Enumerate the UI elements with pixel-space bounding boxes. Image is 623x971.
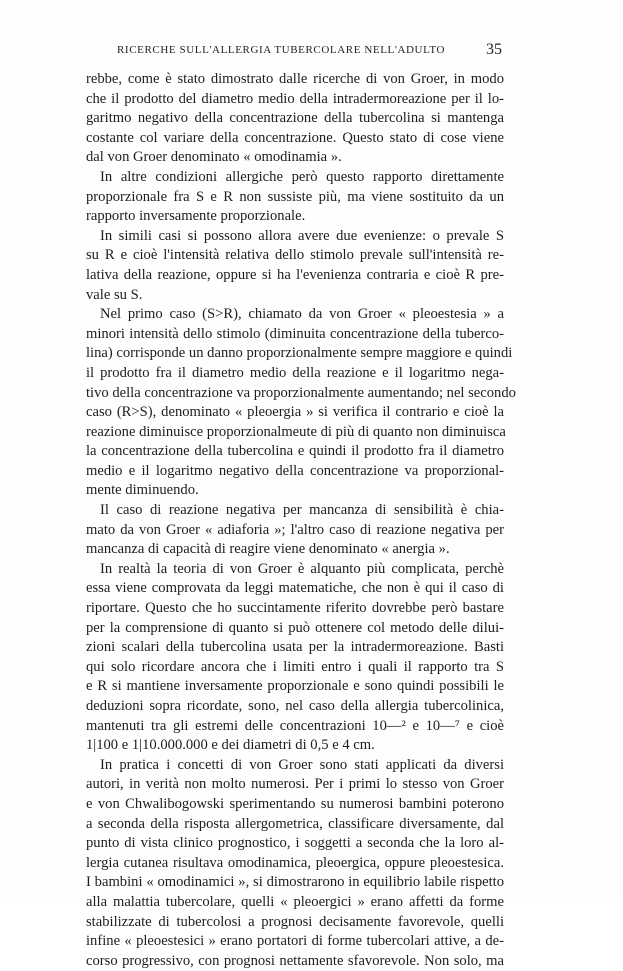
text-line: lina) corrisponde un danno proporzionalmente sempre maggiore e quindi — [86, 345, 513, 362]
text-line: e von Chwalibogowski sperimentando su numerosi bambini poterono — [86, 795, 504, 812]
text-line: essa viene comprovata da leggi matematiche, che non è qui il caso di — [86, 580, 504, 597]
text-line: corso progressivo, con prognosi nettamente sfavorevole. Non solo, ma — [86, 952, 504, 969]
text-line: riportare. Questo che ho succintamente riferito dovrebbe però bastare — [86, 600, 504, 617]
page-number: 35 — [486, 41, 502, 58]
text-line: garitmo negativo della concentrazione della tubercolina si mantenga — [86, 110, 504, 127]
text-line: qui solo ricordare ancora che i limiti entro i quali il rapporto tra S — [86, 658, 504, 675]
text-line: medio e il logaritmo negativo della concentrazione va proporzional- — [86, 462, 504, 479]
text-line: lergia cutanea risultava omodinamica, pleoergica, oppure pleoestesica. — [86, 854, 504, 871]
text-line: autori, in verità non molto numerosi. Per i primi lo stesso von Groer — [86, 776, 504, 793]
text-line: zioni scalari della tubercolina usata per la intradermoreazione. Basti — [86, 639, 504, 656]
text-line: mantenuti tra gli estremi delle concentrazioni 10—² e 10—⁷ e cioè — [86, 717, 504, 734]
text-line: per la comprensione di quanto si può ottenere col metodo delle dilui- — [86, 619, 504, 636]
text-line: mato da von Groer « adiaforia »; l'altro caso di reazione negativa per — [86, 521, 504, 538]
text-line: mente diminuendo. — [86, 482, 199, 499]
text-line: In simili casi si possono allora avere due evenienze: o prevale S — [100, 227, 504, 244]
text-line: rapporto inversamente proporzionale. — [86, 208, 306, 225]
text-line: caso (R>S), denominato « pleoergia » si verifica il contrario e cioè la — [86, 404, 504, 421]
text-line: che il prodotto del diametro medio della intradermoreazione per il lo- — [86, 90, 504, 107]
text-line: punto di vista clinico prognostico, i soggetti a seconda che la loro al- — [86, 835, 504, 852]
text-line: infine « pleoestesici » erano portatori di forme tubercolari attive, a de- — [86, 933, 504, 950]
body-text — [86, 70, 516, 971]
text-line: la concentrazione della tubercolina e quindi il prodotto fra il diametro — [86, 443, 504, 460]
text-line: 1|100 e 1|10.000.000 e dei diametri di 0,5 e 4 cm. — [86, 737, 375, 754]
text-line: rebbe, come è stato dimostrato dalle ricerche di von Groer, in modo — [86, 71, 504, 87]
text-line: e R si mantiene inversamente proporzionale e sono quindi possibili le — [86, 678, 504, 695]
text-line: lativa della reazione, oppure si ha l'evenienza contraria e cioè R pre- — [86, 266, 504, 283]
text-line: tivo della concentrazione va proporzionalmente aumentando; nel secondo — [86, 384, 516, 401]
text-line: minori intensità dello stimolo (diminuita concentrazione della tuberco- — [86, 325, 504, 342]
text-line: Il caso di reazione negativa per mancanza di sensibilità è chia- — [100, 502, 504, 519]
text-line: Nel primo caso (S>R), chiamato da von Groer « pleoestesia » a — [100, 306, 504, 323]
text-line: stabilizzate di tubercolosi a prognosi decisamente favorevole, quelli — [86, 913, 504, 930]
text-line: proporzionale fra S e R non sussiste più, ma viene sostituito da un — [86, 188, 504, 205]
text-line: mancanza di capacità di reagire viene denominato « anergia ». — [86, 541, 450, 558]
text-line: I bambini « omodinamici », si dimostrarono in equilibrio labile rispetto — [86, 874, 504, 891]
text-line: reazione diminuisce proporzionalmeute di più di quanto non diminuisca — [86, 423, 506, 440]
text-line: In realtà la teoria di von Groer è alquanto più complicata, perchè — [100, 560, 504, 577]
text-line: alla malattia tubercolare, quelli « pleoergici » erano affetti da forme — [86, 893, 504, 910]
text-line: dal von Groer denominato « omodinamia ». — [86, 149, 342, 166]
text-line: il prodotto fra il diametro medio della reazione e il logaritmo nega- — [86, 364, 504, 381]
running-title: RICERCHE SULL'ALLERGIA TUBERCOLARE NELL'ADULTO — [117, 44, 446, 56]
page-header — [117, 41, 502, 62]
text-line: su R e cioè l'intensità relativa dello stimolo prevale sull'intensità re- — [86, 247, 504, 264]
text-line: In pratica i concetti di von Groer sono stati applicati da diversi — [100, 756, 504, 773]
text-line: a seconda della risposta allergometrica, classificare diversamente, dal — [86, 815, 504, 832]
text-line: In altre condizioni allergiche però questo rapporto direttamente — [100, 168, 504, 185]
text-line: vale su S. — [86, 286, 143, 303]
text-line: costante col variare della concentrazione. Questo stato di cose viene — [86, 129, 504, 146]
text-line: deduzioni sopra ricordate, sono, nel caso della allergia tubercolinica, — [86, 698, 504, 714]
